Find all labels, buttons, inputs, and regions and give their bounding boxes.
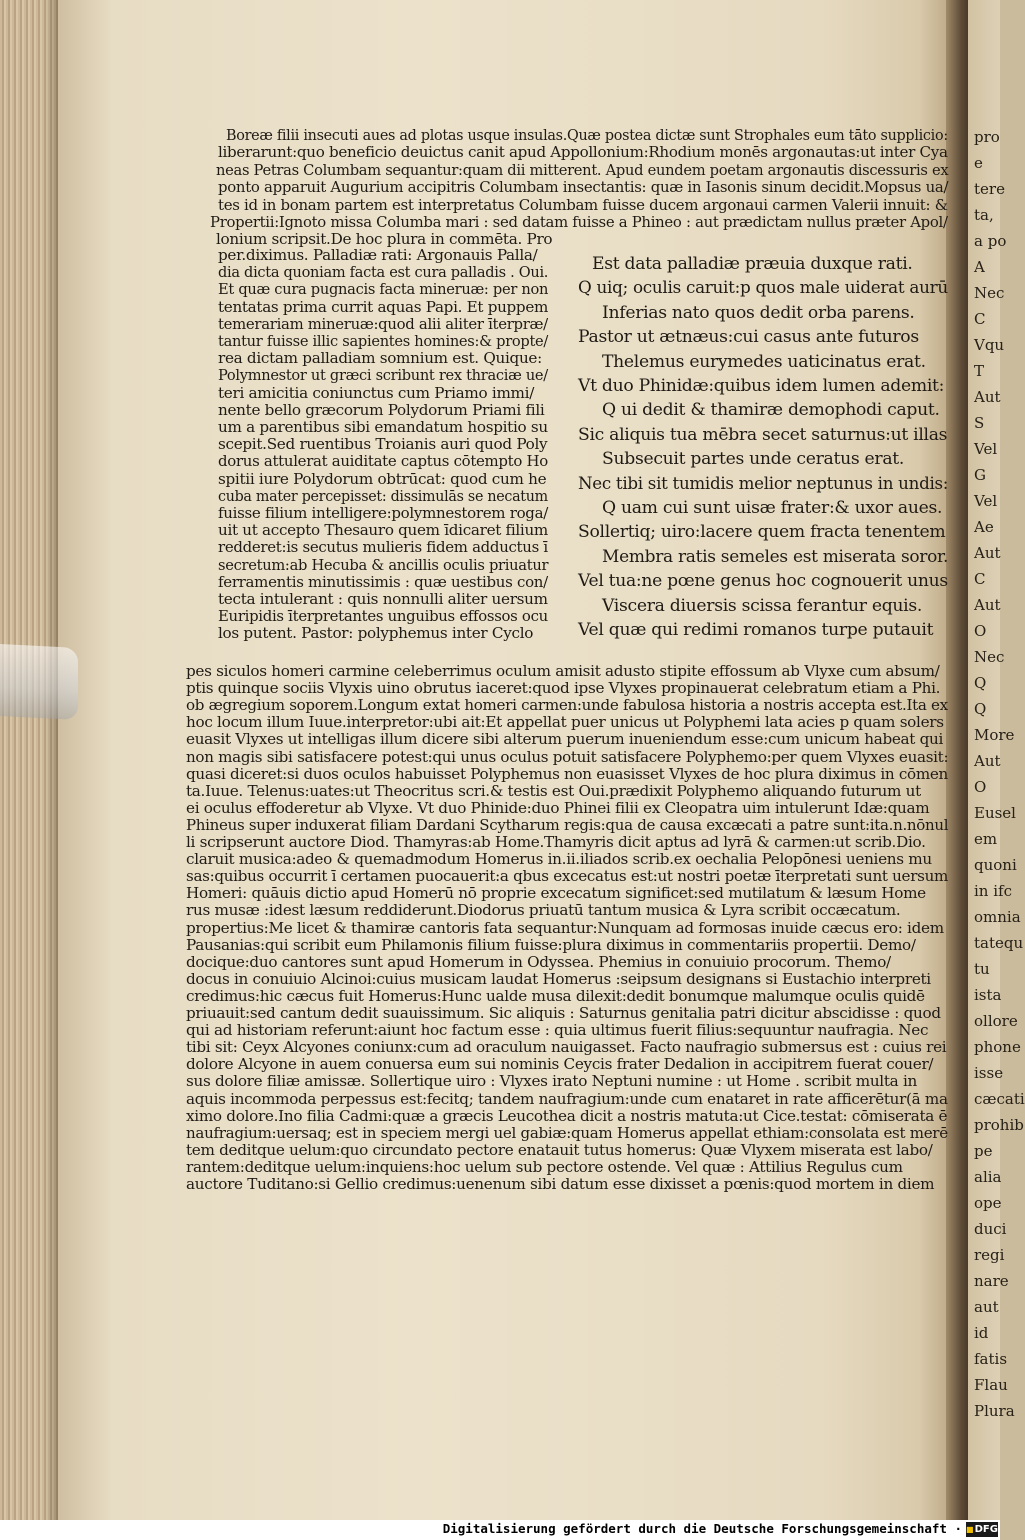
text-line: uit ut accepto Thesauro quem īdicaret filium (218, 521, 548, 540)
text-line: naufragium:uersaq; est in speciem mergi uel gabiæ:quam Homerus appellat ethiam:consolata est merē (186, 1123, 948, 1142)
text-line: sus dolore filiæ amissæ. Sollertique uiro : Vlyxes irato Neptuni numine : ut Home . scribit multa in (186, 1072, 917, 1091)
text-line: secretum:ab Hecuba & ancillis oculis priuatur (218, 555, 549, 574)
text-line: Homeri: quāuis dictio apud Homerū nō proprie excecatum significet:sed mutilatum & læsum Home (186, 884, 926, 903)
text-line: per.diximus. Palladiæ rati: Argonauis Palla/ (218, 246, 538, 264)
text-line: teri amicitia coniunctus cum Priamo immi/ (218, 383, 535, 402)
text-line: rantem:deditque uelum:inquiens:hoc uelum sub pectore ostende. Vel quæ : Attilius Regulus cum (186, 1157, 903, 1176)
text-line: rea dictam palladiam somnium est. Quique: (218, 349, 542, 368)
verse-line: Q uiq; oculis caruit:p quos male uiderat aurū (578, 278, 948, 299)
facing-page-fragment: Flau (974, 1376, 1008, 1394)
text-line: tentatas prima currit aquas Papi. Et puppem (218, 297, 549, 316)
verse-line: Vel quæ qui redimi romanos turpe putauit (578, 620, 934, 640)
facing-page-fragment: isse (974, 1064, 1004, 1082)
text-line: ptis quinque sociis Vlyxis uino obrutus iaceret:quod ipse Vlyxes propinauerat celebratum etiam a Phi. (186, 679, 941, 698)
text-line: Et quæ cura pugnacis facta mineruæ: per non (218, 280, 549, 299)
facing-page-fragment: S (974, 414, 985, 432)
text-line: li scripserunt auctore Diod. Thamyras:ab Home.Thamyris dicit aptus ad lyrā & carmen:ut scrib.Dio. (186, 833, 926, 851)
facing-page-fragment: duci (974, 1220, 1007, 1238)
facing-page-fragment: phone (974, 1038, 1021, 1056)
facing-page-fragment: in ifc (974, 882, 1012, 900)
text-line: pes siculos homeri carmine celeberrimus oculum amisit adusto stipite effossum ab Vlyxe cum absum/ (186, 662, 940, 680)
text-line: lonium scripsit.De hoc plura in commēta. Pro (216, 230, 553, 249)
verse-line: Est data palladiæ præuia duxque rati. (592, 254, 913, 274)
text-line: Phineus super induxerat filiam Dardani Scytharum regis:qua de causa excæcati a patre sunt:ita.n.nōnul (186, 815, 949, 834)
text-line: ta.Iuue. Telenus:uates:ut Theocritus scri.& testis est Oui.prædixit Polyphemo aliquando futurum ut (186, 781, 921, 800)
facing-page-fragment: tatequ (974, 934, 1024, 952)
text-line: redderet:is secutus mulieris fidem adductus ī (218, 538, 548, 557)
verse-line: Pastor ut ætnæus:cui casus ante futuros (578, 327, 919, 348)
text-line: docique:duo cantores sunt apud Homerum in Odyssea. Phemius in conuiuio procorum. Themo/ (186, 952, 891, 971)
facing-page-fragment: em (974, 830, 998, 848)
verse-line: Thelemus eurymedes uaticinatus erat. (602, 351, 926, 372)
text-line: ei oculus effoderetur ab Vlyxe. Vt duo Phinide:duo Phinei filii ex Cleopatra uim intulerunt Idæ:quam (186, 798, 930, 817)
digitization-footer (0, 1520, 1000, 1540)
text-line: docus in conuiuio Alcinoi:cuius musicam laudat Homerus :seipsum designans si Eustachio interpreti (186, 969, 931, 988)
text-line: Propertii:Ignoto missa Columba mari : sed datam fuisse a Phineo : aut prædictam nullus præter Apol/ (210, 213, 948, 231)
verse-line: Membra ratis semeles est miserata soror. (602, 546, 949, 567)
verse-line: Subsecuit partes unde ceratus erat. (602, 449, 905, 470)
text-line: los putent. Pastor: polyphemus inter Cyclo (218, 624, 534, 643)
verse-line: Q ui dedit & thamiræ demophodi caput. (602, 400, 940, 421)
text-line: nente bello græcorum Polydorum Priami fili (218, 400, 545, 419)
facing-page-fragment: prohib (974, 1116, 1024, 1134)
verse-line: Q uam cui sunt uisæ frater:& uxor aues. (602, 498, 943, 518)
facing-page-fragment: Aut (974, 544, 1001, 562)
text-line: Euripidis īterpretantes unguibus effossos ocu (218, 607, 548, 626)
facing-page-fragment: Eusel (974, 804, 1016, 822)
text-line: ponto apparuit Augurium accipitris Columbam insectantis: quæ in Iasonis sinum decidit.Mopsus ua/ (218, 178, 949, 197)
facing-page-fragment: Nec (974, 284, 1005, 302)
facing-page-fragment: ollore (974, 1012, 1018, 1030)
text-line: spitii iure Polydorum obtrūcat: quod cum he (218, 469, 547, 488)
facing-page-fragment: tu (974, 960, 990, 978)
text-line: hoc locum illum Iuue.interpretor:ubi ait:Et appellat puer unicus ut Polyphemi lata acies p quam solers (186, 713, 944, 732)
facing-page-strip (968, 0, 1025, 1520)
text-line: tecta intulerant : quis nonnulli aliter uersum (218, 590, 548, 608)
text-line: tantur fuisse illic sapientes homines:& propte/ (218, 332, 549, 350)
facing-page-fragment: Ae (974, 518, 994, 536)
facing-page-fragment: alia (974, 1168, 1002, 1186)
facing-page-fragment: fatis (974, 1350, 1008, 1368)
text-line: Boreæ filii insecuti aues ad plotas usque insulas.Quæ postea dictæ sunt Strophales eum tāto supplicio: (226, 126, 948, 144)
text-line: priuauit:sed cantum dedit suauissimum. Sic aliquis : Saturnus genitalia patri dicitur abscidisse : quod (186, 1004, 941, 1022)
book-page-edges (0, 0, 58, 1520)
facing-page-fragment: Q (974, 674, 987, 692)
text-line: um a parentibus sibi emandatum hospitio su (218, 418, 548, 436)
text-line: ximo dolore.Ino filia Cadmi:quæ a græcis Leucothea dicit a nostris matuta:ut Cice.testat: cōmiserata ē (186, 1106, 948, 1125)
text-line: credimus:hic cæcus fuit Homerus:Hunc ualde musa dilexit:dedit bonumque malumque oculis quidē (186, 986, 925, 1005)
facing-page-fragment: G (974, 466, 986, 484)
facing-page-fragment: O (974, 622, 987, 640)
text-line: scepit.Sed ruentibus Troianis auri quod Poly (218, 435, 548, 454)
facing-page-fragment: pe (974, 1142, 993, 1160)
facing-page-fragment: omnia (974, 908, 1021, 926)
facing-page-fragment: tere (974, 180, 1005, 198)
facing-page-fragment: aut (974, 1298, 999, 1316)
facing-page-fragment: ista (974, 986, 1002, 1004)
facing-page-fragment: Vqu (974, 336, 1005, 354)
text-line: rus musæ :idest læsum reddiderunt.Diodorus priuatū tantum musica & Lyra scribit occæcatum. (186, 901, 901, 920)
text-line: non magis sibi satisfacere potest:qui unus oculus potuit satisfacere Polyphemo:per quem Vlyxes euasit: (186, 747, 949, 766)
text-line: qui ad historiam referunt:aiunt hoc factum esse : quia ultimus fuerit filius:sequuntur naufragia. Nec (186, 1021, 929, 1040)
facing-page-fragment: C (974, 310, 986, 328)
facing-page-fragment: Nec (974, 648, 1005, 666)
verse-line: Sollertiq; uiro:lacere quem fracta tenentem (578, 522, 946, 543)
text-line: dorus attulerat auiditate captus cōtempto Ho (218, 452, 548, 471)
facing-page-fragment: cæcati (974, 1090, 1025, 1108)
facing-page-fragment: Plura (974, 1402, 1015, 1420)
facing-page-fragment: ta, (974, 206, 994, 224)
text-line: ob ægregium soporem.Longum extat homeri carmen:unde fabulosa historia a nostris accepta est.Ita ex (186, 696, 948, 715)
facing-page-fragment: regi (974, 1246, 1005, 1264)
facing-page-fragment: id (974, 1324, 989, 1342)
facing-page-fragment: O (974, 778, 987, 796)
text-line: Pausanias:qui scribit eum Philamonis filium fuisse:plura diximus in commentariis propertii. Demo/ (186, 935, 916, 954)
verse-line: Nec tibi sit tumidis melior neptunus in undis: (578, 473, 949, 494)
funding-credit: Digitalisierung gefördert durch die Deutsche Forschungsgemeinschaft · (442, 1521, 962, 1536)
text-line: dolore Alcyone in auem conuersa eum sui nominis Ceycis frater Dedalion in accipitrem fuerat couer/ (186, 1055, 934, 1074)
text-line: dia dicta quoniam facta est cura palladis . Oui. (218, 263, 549, 282)
text-line: tes id in bonam partem est interpretatus Columbam fuisse ducem argonaui carmen Valerii innuit: & (218, 195, 948, 214)
text-line: sas:quibus occurrit ī certamen puocauerit:a qbus excecatus est:ut nostri poetæ īterpretati sunt uersum (186, 867, 949, 886)
facing-page-fragment: nare (974, 1272, 1009, 1290)
facing-page-fragment: Vel (974, 440, 998, 458)
facing-page-fragment: Q (974, 700, 987, 718)
facing-page-fragment: T (974, 362, 985, 380)
facing-page-fragment: e (974, 154, 983, 172)
text-line: quasi diceret:si duos oculos habuisset Polyphemus non euasisset Vlyxes de hoc plura diximus in cōmen (186, 764, 949, 783)
text-line: liberarunt:quo beneficio deuictus canit apud Appollonium:Rhodium monēs argonautas:ut inter Cya (218, 143, 948, 162)
text-line: euasit Vlyxes ut intelligas illum dicere sibi alterum puerum inueniendum esse:cum unicum habeat qui (186, 730, 944, 749)
verse-line: Viscera diuersis scissa ferantur equis. (602, 595, 923, 616)
verse-line: Vt duo Phinidæ:quibus idem lumen ademit: (578, 376, 945, 396)
text-line: Polymnestor ut græci scribunt rex thraciæ ue/ (218, 366, 548, 385)
facing-page-fragment: quoni (974, 856, 1017, 874)
text-line: fuisse filium intelligere:polymnestorem roga/ (218, 504, 549, 522)
text-line: tibi sit: Ceyx Alcyones coniunx:cum ad oraculum nauigasset. Facto naufragio submersus est : cuius rei (186, 1038, 947, 1057)
text-line: tem deditque uelum:quo circundato pectore enatauit tutus homerus: Quæ Vlyxem miserata est labo/ (186, 1140, 933, 1159)
text-line: propertius:Me licet & thamiræ cantoris fata sequantur:Nunquam ad formosas inuide cæcus ero: idem (186, 918, 944, 937)
text-line: cuba mater percepisset: dissimulās se necatum (218, 486, 548, 505)
facing-page-fragment: Aut (974, 596, 1001, 614)
text-line: claruit musica:adeo & quemadmodum Homerus in.ii.iliados scrib.ex oechalia Pelopōnesi ueniens mu (186, 850, 932, 869)
verse-line: Sic aliquis tua mēbra secet saturnus:ut illas (578, 424, 948, 445)
facing-page-fragment: More (974, 726, 1015, 744)
facing-page-fragment: Vel (974, 492, 998, 510)
dfg-logo: ■ DFG (966, 1522, 998, 1537)
page-clip (0, 644, 78, 720)
facing-page-fragment: A (974, 258, 985, 276)
facing-page-fragment: ope (974, 1194, 1002, 1212)
verse-line: Inferias nato quos dedit orba parens. (602, 302, 915, 323)
facing-page-fragment: pro (974, 128, 1000, 146)
verse-line: Vel tua:ne pœne genus hoc cognouerit unus (578, 571, 948, 592)
facing-page-fragment: a po (974, 232, 1007, 250)
text-line: ferramentis minutissimis : quæ uestibus con/ (218, 572, 548, 591)
text-line: neas Petras Columbam sequantur:quam dii mitterent. Apud eundem poetam argonautis discessuris ex (216, 160, 949, 179)
text-line: temerariam mineruæ:quod alii aliter īterpræ/ (218, 314, 548, 333)
facing-page-fragment: Aut (974, 388, 1001, 406)
text-line: auctore Tuditano:si Gellio credimus:uenenum sibi datum esse dixisset a pœnis:quod mortem in diem (186, 1175, 935, 1193)
text-line: aquis incommoda perpessus est:fecitq; tandem naufragium:unde cum enataret in rate afficerētur(ā ma (186, 1089, 948, 1108)
facing-page-fragment: Aut (974, 752, 1001, 770)
facing-page-fragment: C (974, 570, 986, 588)
